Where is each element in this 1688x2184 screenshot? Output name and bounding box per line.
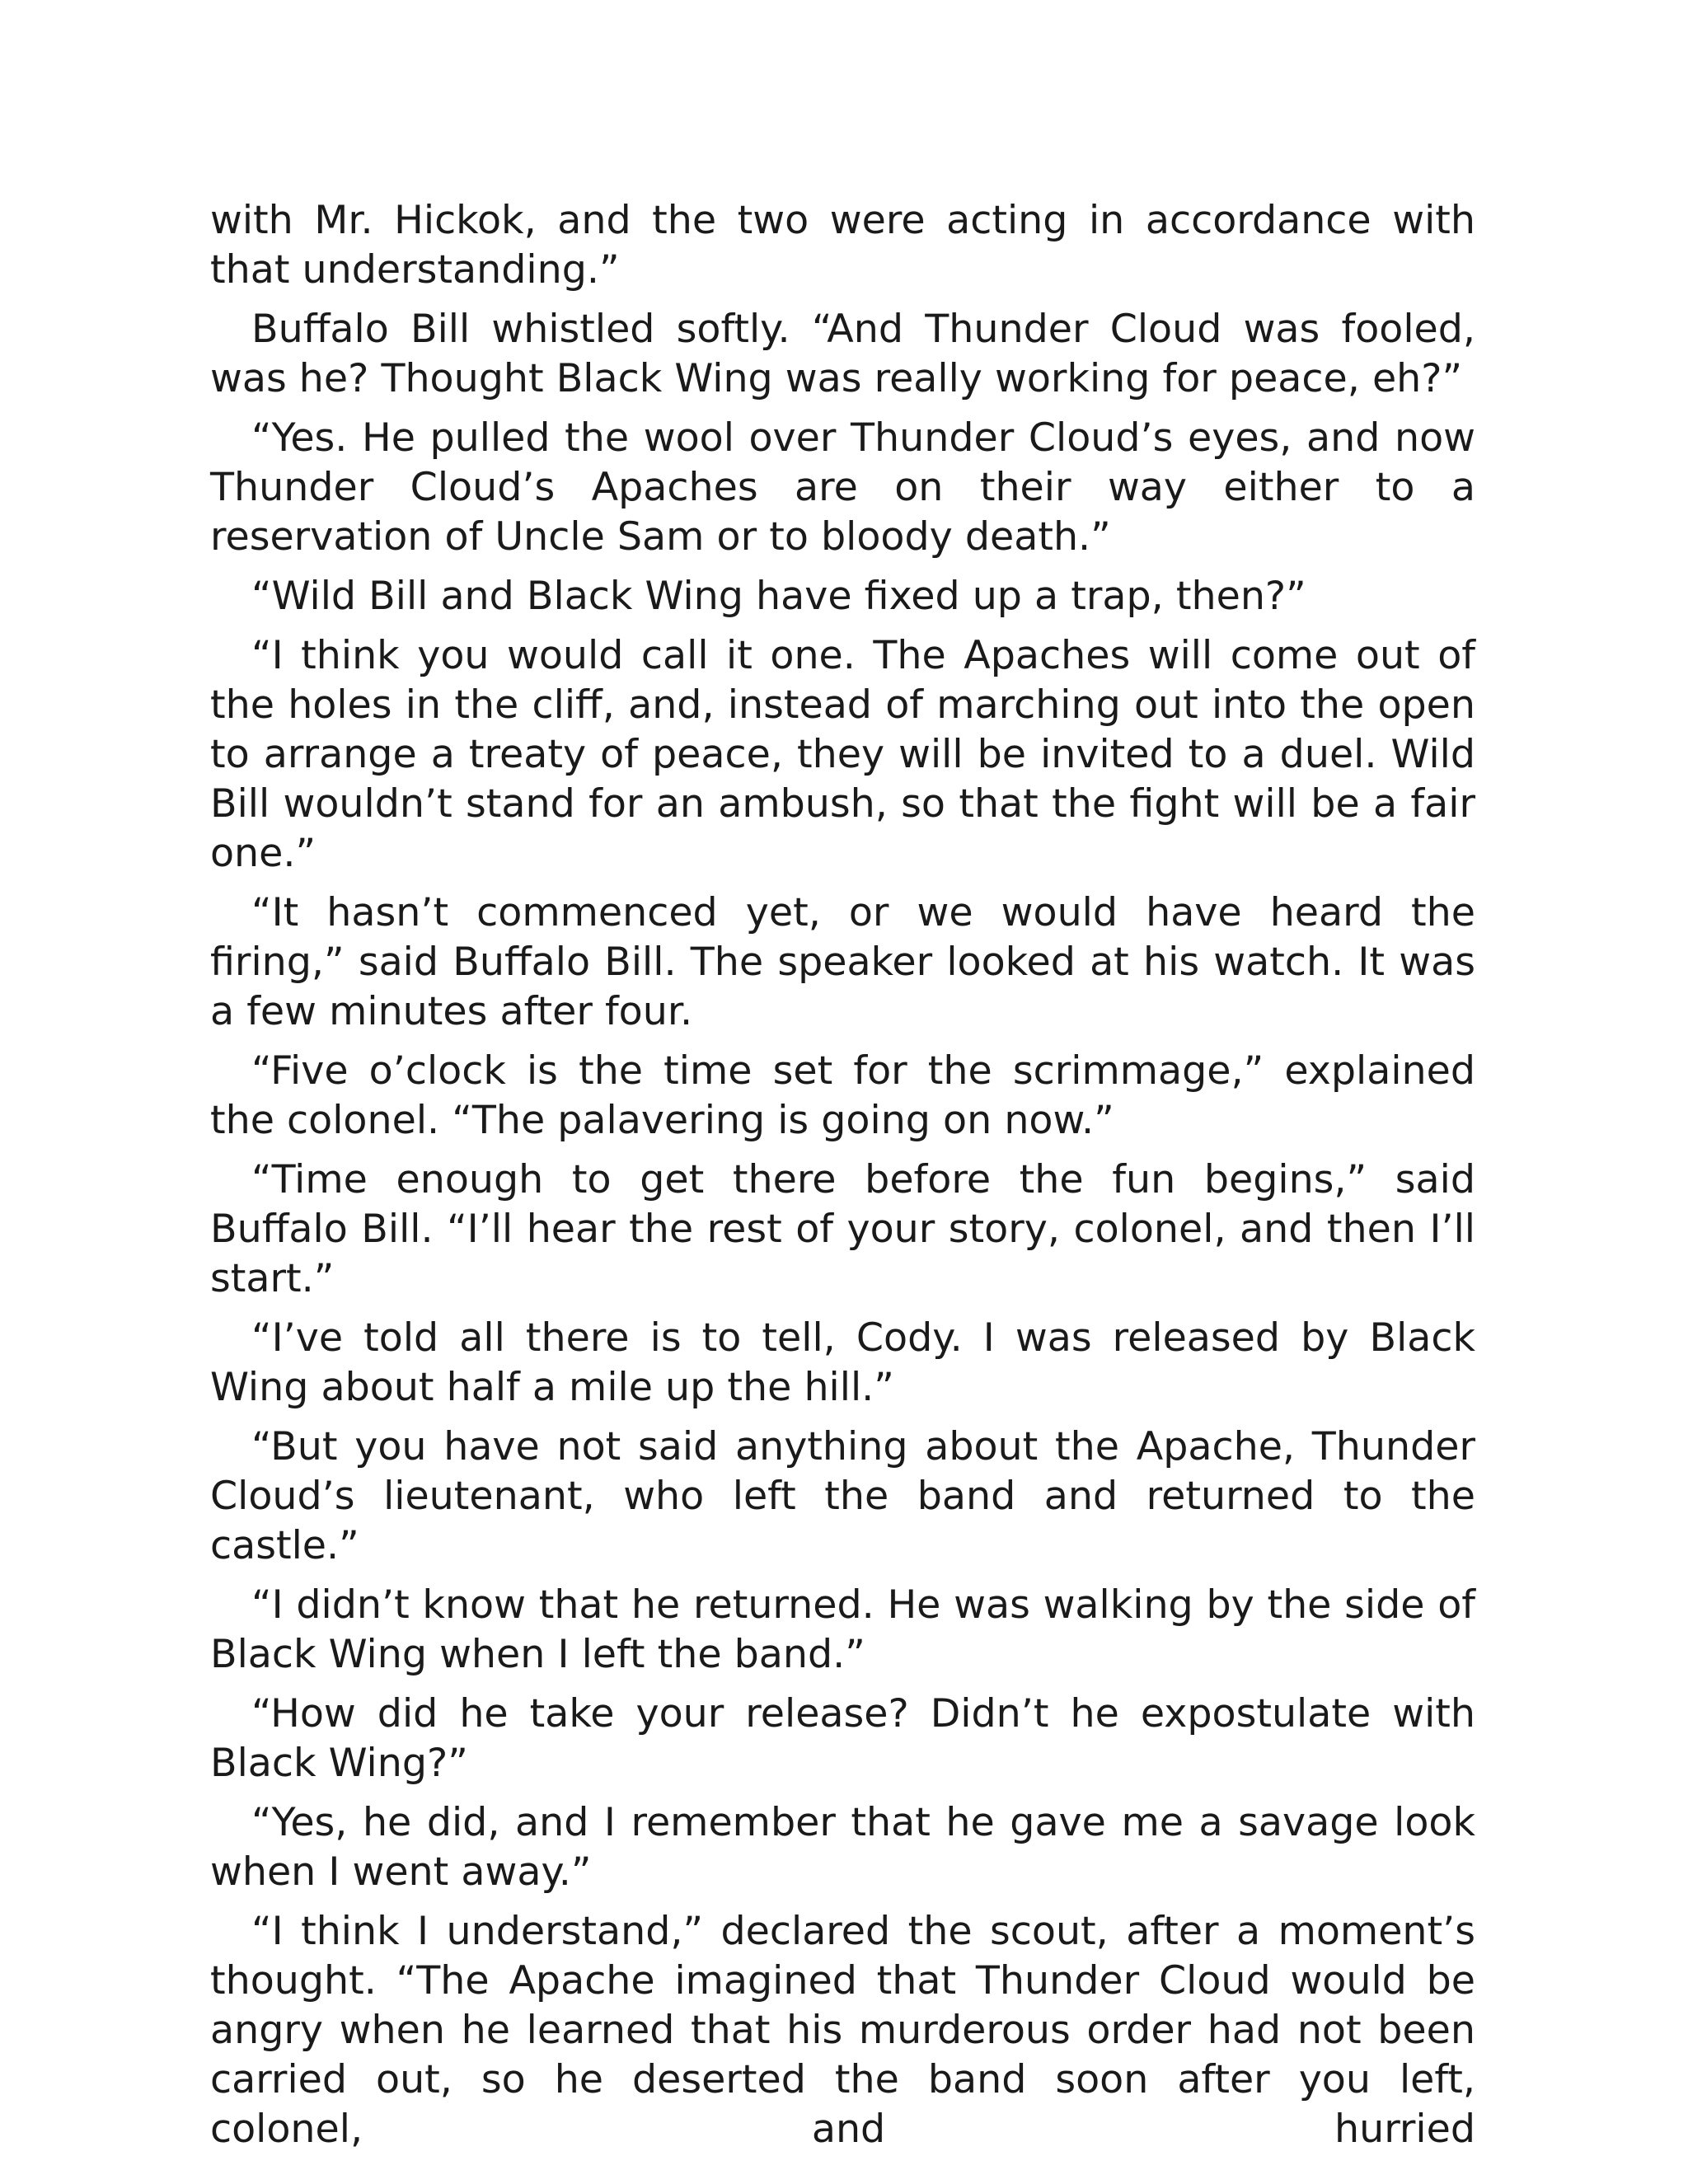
paragraph-11: “I didn’t know that he returned. He was walking by the side of Black Wing when I left the band.”	[210, 1582, 1475, 1677]
paragraph-4: “Wild Bill and Black Wing have fixed up a trap, then?”	[251, 574, 1306, 619]
paragraph-3: “Yes. He pulled the wool over Thunder Cloud’s eyes, and now Thunder Cloud’s Apaches are on their way either to a reservation of Uncle Sam or to bloody death.”	[210, 415, 1475, 560]
paragraph-12: “How did he take your release? Didn’t he expostulate with Black Wing?”	[210, 1691, 1475, 1786]
paragraph-9: “I’ve told all there is to tell, Cody. I was released by Black Wing about half a mile up the hill.”	[210, 1315, 1475, 1410]
paragraph-7: “Five o’clock is the time set for the scrimmage,” explained the colonel. “The palavering is going on now.”	[210, 1048, 1475, 1143]
paragraph-5: “I think you would call it one. The Apaches will come out of the holes in the cliff, and, instead of marching out into the open to arrange a treaty of peace, they will be invited to a duel. Wild Bill wouldn’t stand for an ambush, so that the fight will be a fair one.”	[210, 633, 1475, 876]
paragraph-2: Buffalo Bill whistled softly. “And Thunder Cloud was fooled, was he? Thought Black Wing was really working for peace, eh?”	[210, 307, 1475, 401]
paragraph-13: “Yes, he did, and I remember that he gave me a savage look when I went away.”	[210, 1800, 1475, 1895]
page-body	[210, 196, 1475, 2154]
paragraph-8: “Time enough to get there before the fun begins,” said Buffalo Bill. “I’ll hear the rest of your story, colonel, and then I’ll start.”	[210, 1157, 1475, 1301]
paragraph-10: “But you have not said anything about the Apache, Thunder Cloud’s lieutenant, who left the band and returned to the castle.”	[210, 1424, 1475, 1568]
paragraph-6: “It hasn’t commenced yet, or we would have heard the firing,” said Buffalo Bill. The speaker looked at his watch. It was a few minutes after four.	[210, 890, 1475, 1034]
paragraph-1: with Mr. Hickok, and the two were acting in accordance with that understanding.”	[210, 198, 1475, 293]
paragraph-14: “I think I understand,” declared the scout, after a moment’s thought. “The Apache imagined that Thunder Cloud would be angry when he learned that his murderous order had not been carried out, so he deserted the band soon after you left, colonel, and hurried	[210, 1909, 1475, 2152]
